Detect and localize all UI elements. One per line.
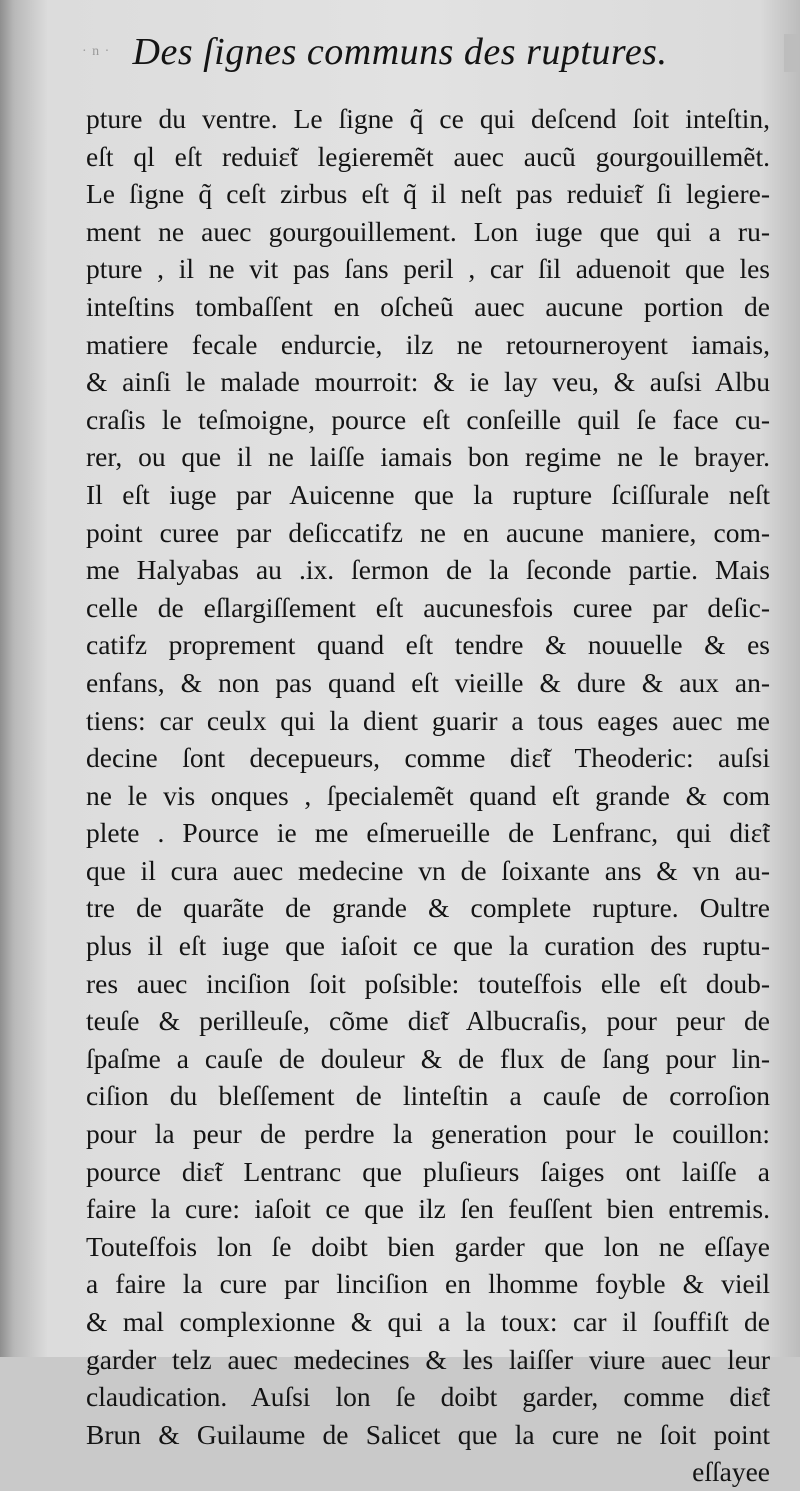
text-line: decine ſont decepueurs, comme diɛ̃t Theoderic: auſsi <box>86 742 770 774</box>
text-line: me Halyabas au .ix. ſermon de la ſeconde partie. Mais <box>86 554 770 586</box>
text-line: tiens: car ceulx qui la dient guarir a tous eages auec me <box>86 704 770 736</box>
text-line: eſt ql eſt reduiɛ̃t legieremẽt auec aucũ gourgouillemẽt. <box>86 140 770 172</box>
text-line: teuſe & perilleuſe, cõme diɛ̃t Albucraſis, pour peur de <box>86 1005 770 1037</box>
running-head: Des ſignes communs des ruptures. <box>132 31 668 73</box>
text-line: res auec inciſion ſoit poſsible: touteſfois elle eſt doub- <box>86 967 770 999</box>
text-line: Touteſfois lon ſe doibt bien garder que lon ne eſſaye <box>86 1230 770 1262</box>
body-text <box>86 100 770 1491</box>
text-line: Brun & Guilaume de Salicet que la cure ne ſoit point <box>86 1418 770 1450</box>
text-line: ne le vis onques , ſpecialemẽt quand eſt grande & com <box>86 779 770 811</box>
text-line: pture du ventre. Le ſigne q̃ ce qui deſcend ſoit inteſtin, <box>86 103 770 134</box>
text-line: inteſtins tombaſſent en oſcheũ auec aucune portion de <box>86 290 770 322</box>
text-line: point curee par deſiccatifz ne en aucune maniere, com- <box>86 516 770 548</box>
text-line: que il cura auec medecine vn de ſoixante ans & vn au- <box>86 854 770 886</box>
text-line: & mal complexionne & qui a la toux: car il ſouffiſt de <box>86 1306 770 1337</box>
text-line: craſis le teſmoigne, pource eſt conſeille quil ſe face cu- <box>86 403 770 435</box>
text-line: claudication. Auſsi lon ſe doibt garder, comme diɛ̃t <box>86 1381 770 1413</box>
text-line: catifz proprement quand eſt tendre & nouuelle & es <box>86 629 770 661</box>
text-line: enfans, & non pas quand eſt vieille & dure & aux an- <box>86 666 770 698</box>
text-line: pture , il ne vit pas ſans peril , car ſil aduenoit que les <box>86 253 770 285</box>
text-line: ment ne auec gourgouillement. Lon iuge que qui a ru- <box>86 215 770 247</box>
text-line: Il eſt iuge par Auicenne que la rupture ſciſſurale neſt <box>86 478 770 510</box>
text-line: matiere fecale endurcie, ilz ne retourneroyent iamais, <box>86 328 770 360</box>
text-line: faire la cure: iaſoit ce que ilz ſen feuſſent bien entremis. <box>86 1193 770 1225</box>
text-line: rer, ou que il ne laiſſe iamais bon regime ne le brayer. <box>86 441 770 473</box>
text-line: Le ſigne q̃ ceſt zirbus eſt q̃ il neſt pas reduiɛ̃t ſi legiere- <box>86 178 770 210</box>
text-line: pour la peur de perdre la generation pour le couillon: <box>86 1118 770 1150</box>
text-line: pource diɛ̃t Lentranc que pluſieurs ſaiges ont laiſſe a <box>86 1155 770 1187</box>
text-line: ciſion du bleſſement de linteſtin a cauſe de corroſion <box>86 1080 770 1112</box>
bleed-through-mark: · n · <box>82 44 111 59</box>
text-line: plus il eſt iuge que iaſoit ce que la curation des ruptu- <box>86 930 770 962</box>
text-line: plete . Pource ie me eſmerueille de Lenfranc, qui diɛ̃t <box>86 817 770 849</box>
text-line: & ainſi le malade mourroit: & ie lay veu, & auſsi Albu <box>86 366 770 398</box>
text-line: ſpaſme a cauſe de douleur & de flux de ſang pour lin- <box>86 1042 770 1074</box>
text-line: garder telz auec medecines & les laiſſer viure auec leur <box>86 1343 770 1375</box>
text-line: a faire la cure par linciſion en lhomme foyble & vieil <box>86 1268 770 1300</box>
catchword: eſſayee <box>692 1456 770 1488</box>
text-line: tre de quarãte de grande & complete rupture. Oultre <box>86 892 770 924</box>
text-line: celle de eſlargiſſement eſt aucunesfois curee par deſic- <box>86 591 770 623</box>
